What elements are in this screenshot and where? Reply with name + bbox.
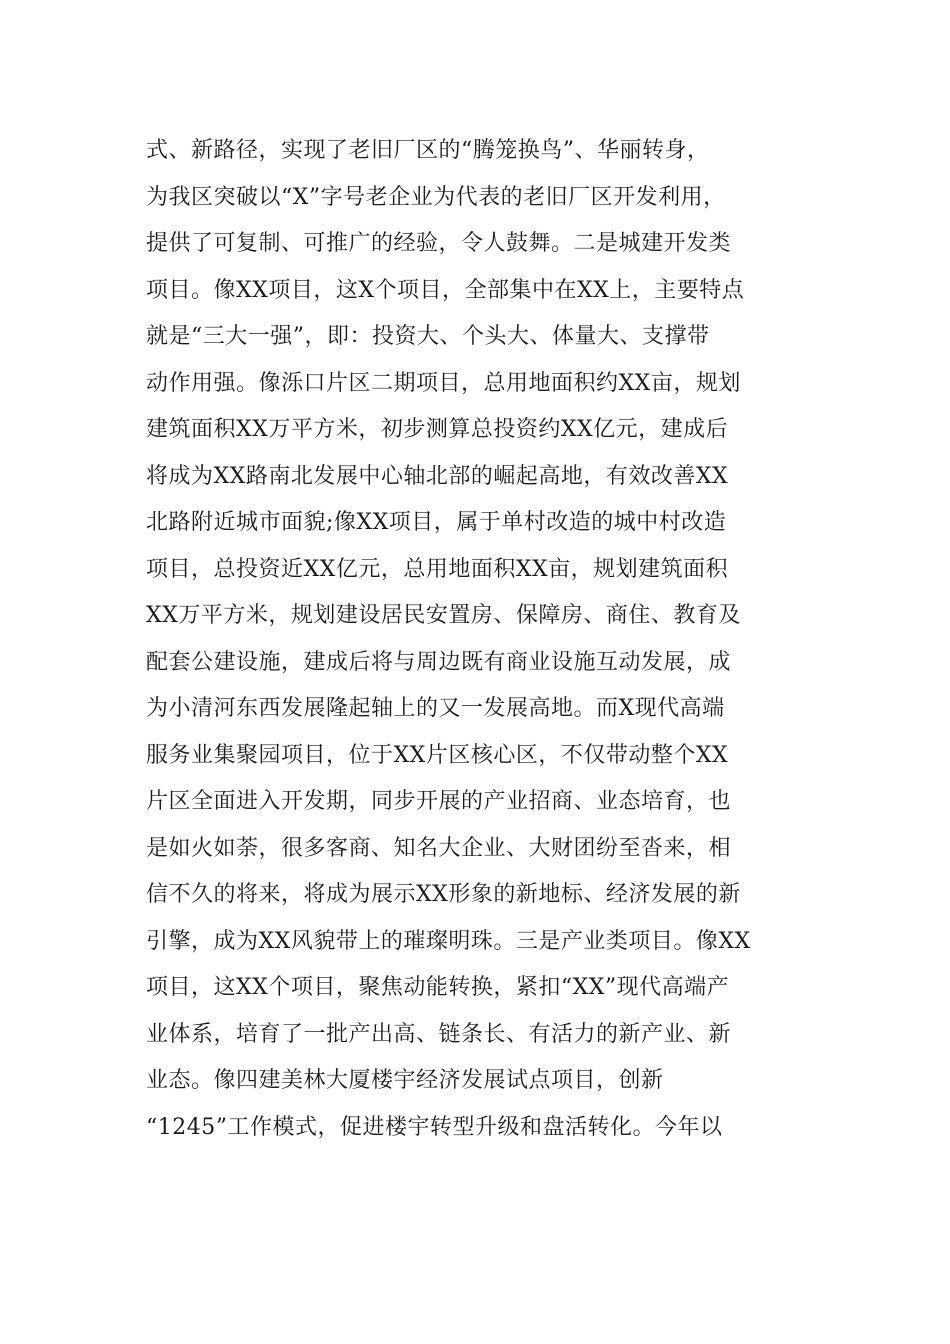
text-line: 为我区突破以“X”字号老企业为代表的老旧厂区开发利用， (146, 184, 726, 210)
text-line: 提供了可复制、可推广的经验，令人鼓舞。二是城建开发类 (146, 231, 732, 256)
text-line: 动作用强。像泺口片区二期项目，总用地面积约XX亩，规划 (146, 370, 741, 396)
text-line: 项目。像XX项目，这X个项目，全部集中在XX上，主要特点 (146, 277, 745, 303)
text-line: “1245”工作模式，促进楼宇转型升级和盘活转化。今年以 (146, 1114, 723, 1140)
text-line: 服务业集聚园项目，位于XX片区核心区，不仅带动整个XX (146, 742, 729, 768)
text-line: 信不久的将来，将成为展示XX形象的新地标、经济发展的新 (146, 882, 741, 907)
text-line: 式、新路径，实现了老旧厂区的“腾笼换鸟”、华丽转身， (146, 138, 710, 163)
text-line: 建筑面积XX万平方米，初步测算总投资约XX亿元，建成后 (146, 417, 729, 442)
body-text (146, 128, 816, 1151)
text-line: 是如火如荼，很多客商、知名大企业、大财团纷至沓来，相 (146, 835, 732, 861)
text-line: 为小清河东西发展隆起轴上的又一发展高地。而X现代高端 (146, 696, 725, 721)
text-line: 北路附近城市面貌;像XX项目，属于单村改造的城中村改造 (146, 510, 727, 535)
text-line: 片区全面进入开发期，同步开展的产业招商、业态培育，也 (146, 789, 732, 814)
text-line: XX万平方米，规划建设居民安置房、保障房、商住、教育及 (146, 603, 741, 628)
text-line: 就是“三大一强”，即：投资大、个头大、体量大、支撑带 (146, 324, 710, 349)
text-line: 引擎，成为XX风貌带上的璀璨明珠。三是产业类项目。像XX (146, 928, 751, 954)
text-line: 业体系，培育了一批产出高、链条长、有活力的新产业、新 (146, 1021, 732, 1047)
text-line: 业态。像四建美林大厦楼宇经济发展试点项目，创新 (146, 1068, 664, 1093)
text-line: 项目，这XX个项目，聚焦动能转换，紧扣“XX”现代高端产 (146, 975, 730, 1000)
text-line: 项目，总投资近XX亿元，总用地面积XX亩，规划建筑面积 (146, 556, 729, 582)
text-line: 将成为XX路南北发展中心轴北部的崛起高地，有效改善XX (146, 463, 729, 489)
text-line: 配套公建设施，建成后将与周边既有商业设施互动发展，成 (146, 649, 732, 675)
